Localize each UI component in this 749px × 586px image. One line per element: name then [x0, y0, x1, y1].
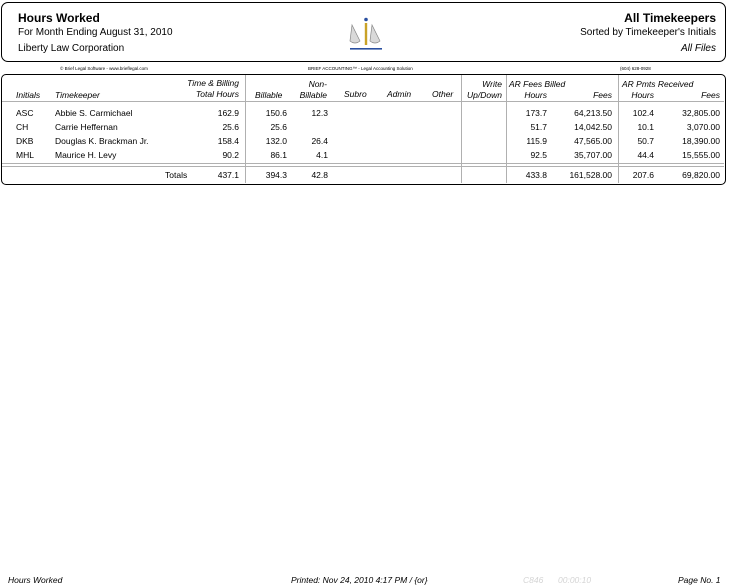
cell-timekeeper: Carrie Heffernan — [55, 122, 118, 132]
cell-billed-hours: 115.9 — [526, 136, 547, 146]
cell-received-hours: 44.4 — [637, 150, 654, 160]
scales-logo-icon — [348, 17, 384, 51]
cell-billed-hours: 51.7 — [530, 122, 547, 132]
cell-initials: CH — [16, 122, 29, 132]
credit-left: © Brief Legal Software - www.brieflegal.com — [60, 66, 148, 71]
col-ar-received-fees: Fees — [701, 90, 720, 100]
col-non-billable-line2: Billable — [299, 90, 327, 100]
cell-billable: 86.1 — [270, 150, 287, 160]
col-other: Other — [432, 89, 454, 99]
cell-total: 162.9 — [217, 108, 239, 118]
cell-billed-fees: 47,565.00 — [574, 136, 612, 146]
cell-received-fees: 15,555.00 — [682, 150, 720, 160]
col-non-billable-line1: Non- — [308, 79, 327, 89]
hours-table — [1, 74, 726, 185]
cell-received-hours: 50.7 — [637, 136, 654, 146]
cell-non-billable: 12.3 — [311, 108, 328, 118]
totals-non-billable: 42.8 — [311, 170, 328, 180]
cell-received-fees: 18,390.00 — [682, 136, 720, 146]
totals-billable: 394.3 — [265, 170, 287, 180]
totals-billed-hours: 433.8 — [525, 170, 547, 180]
col-ar-received-hours: Hours — [631, 90, 654, 100]
cell-billed-hours: 173.7 — [525, 108, 547, 118]
totals-divider — [2, 166, 724, 167]
report-title: Hours Worked — [18, 11, 100, 25]
cell-billed-fees: 64,213.50 — [574, 108, 612, 118]
cell-billable: 25.6 — [270, 122, 287, 132]
footer-page-number: Page No. 1 — [678, 575, 721, 585]
totals-label: Totals — [165, 170, 188, 180]
firm-name: Liberty Law Corporation — [18, 43, 125, 54]
cell-timekeeper: Douglas K. Brackman Jr. — [55, 136, 149, 146]
cell-non-billable: 4.1 — [316, 150, 328, 160]
cell-billed-fees: 14,042.50 — [574, 122, 612, 132]
cell-non-billable: 26.4 — [311, 136, 328, 146]
credit-center: BRIEF ACCOUNTING™ - Legal Accounting Solution — [308, 66, 413, 71]
footer-report-name: Hours Worked — [8, 575, 63, 585]
report-sort: Sorted by Timekeeper's Initials — [580, 27, 716, 38]
col-total-hours-line1: Time & Billing — [187, 78, 239, 88]
footer-printed: Printed: Nov 24, 2010 4:17 PM / {or} — [291, 575, 428, 585]
footer-code: C846 — [523, 575, 544, 585]
cell-billed-hours: 92.5 — [530, 150, 547, 160]
cell-initials: ASC — [16, 108, 34, 118]
cell-total: 25.6 — [222, 122, 239, 132]
col-write-line1: Write — [482, 79, 502, 89]
cell-received-hours: 10.1 — [637, 122, 654, 132]
totals-received-hours: 207.6 — [632, 170, 654, 180]
col-initials: Initials — [16, 90, 41, 100]
col-admin: Admin — [387, 89, 412, 99]
col-ar-billed-hours: Hours — [524, 90, 547, 100]
totals-total: 437.1 — [217, 170, 239, 180]
col-ar-billed-fees: Fees — [593, 90, 612, 100]
col-subro: Subro — [344, 89, 367, 99]
report-header — [1, 2, 726, 62]
totals-divider — [2, 163, 724, 164]
header-left — [18, 11, 173, 57]
cell-billed-fees: 35,707.00 — [574, 150, 612, 160]
totals-received-fees: 69,820.00 — [682, 170, 720, 180]
cell-initials: MHL — [16, 150, 34, 160]
cell-billable: 132.0 — [265, 136, 287, 146]
report-files: All Files — [680, 43, 716, 54]
report-scope: All Timekeepers — [624, 11, 716, 25]
cell-total: 158.4 — [217, 136, 239, 146]
credit-right: (604) 628-0928 — [620, 66, 651, 71]
col-total-hours-line2: Total Hours — [195, 89, 239, 99]
footer-elapsed: 00:00:10 — [558, 575, 592, 585]
cell-received-hours: 102.4 — [632, 108, 654, 118]
report-period: For Month Ending August 31, 2010 — [18, 27, 173, 38]
cell-initials: DKB — [16, 136, 34, 146]
header-divider — [2, 101, 724, 102]
cell-timekeeper: Abbie S. Carmichael — [55, 108, 133, 118]
col-timekeeper: Timekeeper — [55, 90, 100, 100]
col-ar-fees-billed: AR Fees Billed — [509, 79, 566, 89]
cell-timekeeper: Maurice H. Levy — [55, 150, 117, 160]
cell-received-fees: 32,805.00 — [682, 108, 720, 118]
cell-total: 90.2 — [222, 150, 239, 160]
col-billable: Billable — [255, 90, 283, 100]
col-ar-pmts-received: AR Pmts Received — [622, 79, 694, 89]
header-right — [580, 11, 716, 57]
cell-billable: 150.6 — [265, 108, 287, 118]
totals-billed-fees: 161,528.00 — [569, 170, 612, 180]
cell-received-fees: 3,070.00 — [686, 122, 720, 132]
col-write-line2: Up/Down — [467, 90, 502, 100]
